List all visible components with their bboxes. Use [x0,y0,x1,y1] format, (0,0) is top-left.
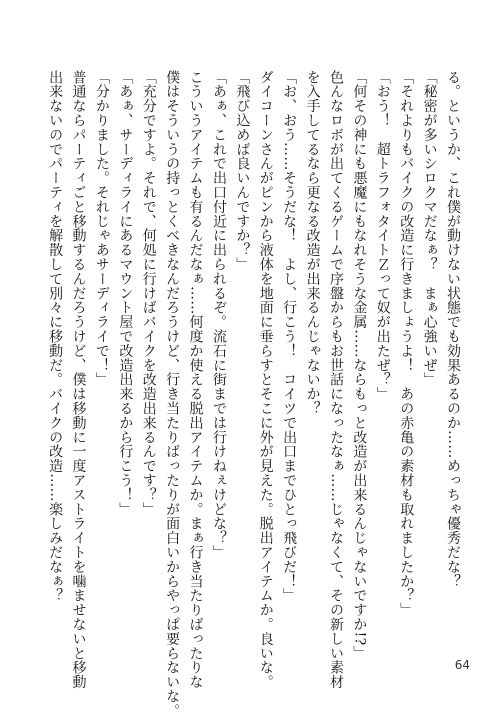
text-line: 「おう！ 超トラフォタイトＺって奴が出たぜ？」 [374,70,391,402]
page-number: 64 [454,658,470,672]
text-line: 出来ないのでパーティを解散して別々に移動だ。バイクの改造……楽しみだなぁ？ [47,70,64,603]
text-line: 「あぁ、これで出口付近に出られるぞ。流石に街までは行けねぇけどな？」 [210,70,227,560]
text-line: 「それよりもバイクの改造に行きましょうよ！ あの赤亀の素材も取れましたか？」 [398,70,415,618]
text-line: 「何その神にも悪魔にもなれそうな金属……ならもっと改造が出来るんじゃないですか!?」 [351,70,368,660]
text-line: 「お、おう……そうだな！ よし、行こう！ コイツで出口までひとっ飛びだ！」 [281,70,298,603]
text-line: 色んなロボが出てくるゲームで序盤からもお世話になったなぁ……じゃなくて、その新しい素材 [327,70,344,690]
text-line: 「秘密が多いシロクマだなぁ？ まぁ心強いぜ」 [421,70,438,387]
vertical-text-body [43,70,464,718]
text-line: 普通ならパーティごと移動するんだろうけど、僕は移動に一度アストライトを噛ませないと移動 [70,70,87,690]
text-line: 「あぁ、サーディライにあるマウント屋で改造出来るから行こう！」 [117,70,134,517]
text-line: 「充分ですよ。それで、何処に行けばバイクを改造出来るんです？」 [140,70,157,517]
text-line: る。というか、これ僕が動けない状態でも効果あるのか……めっちゃ優秀だな？ [445,70,461,589]
text-line: 僕はそういうの持っとくべきなんだろうけど、行き当たりばったりが面白いからやっぱ要らないな。 [164,70,181,718]
text-line: 「飛び込めば良いんですか？」 [234,70,251,272]
text-line: こういうアイテムも有るんだなぁ……何度か使える脱出アイテムか。まぁ行き当たりばったりな [187,70,204,690]
text-line: を入手してるなら更なる改造が出来るんじゃないか？ [304,70,321,416]
text-line: ダイコーンさんがピンから液体を地面に垂らすとそこに外が見えた。脱出アイテムか。良いな。 [257,70,274,690]
text-line: 「分かりました。それじゃあサーディライで！」 [93,70,110,387]
